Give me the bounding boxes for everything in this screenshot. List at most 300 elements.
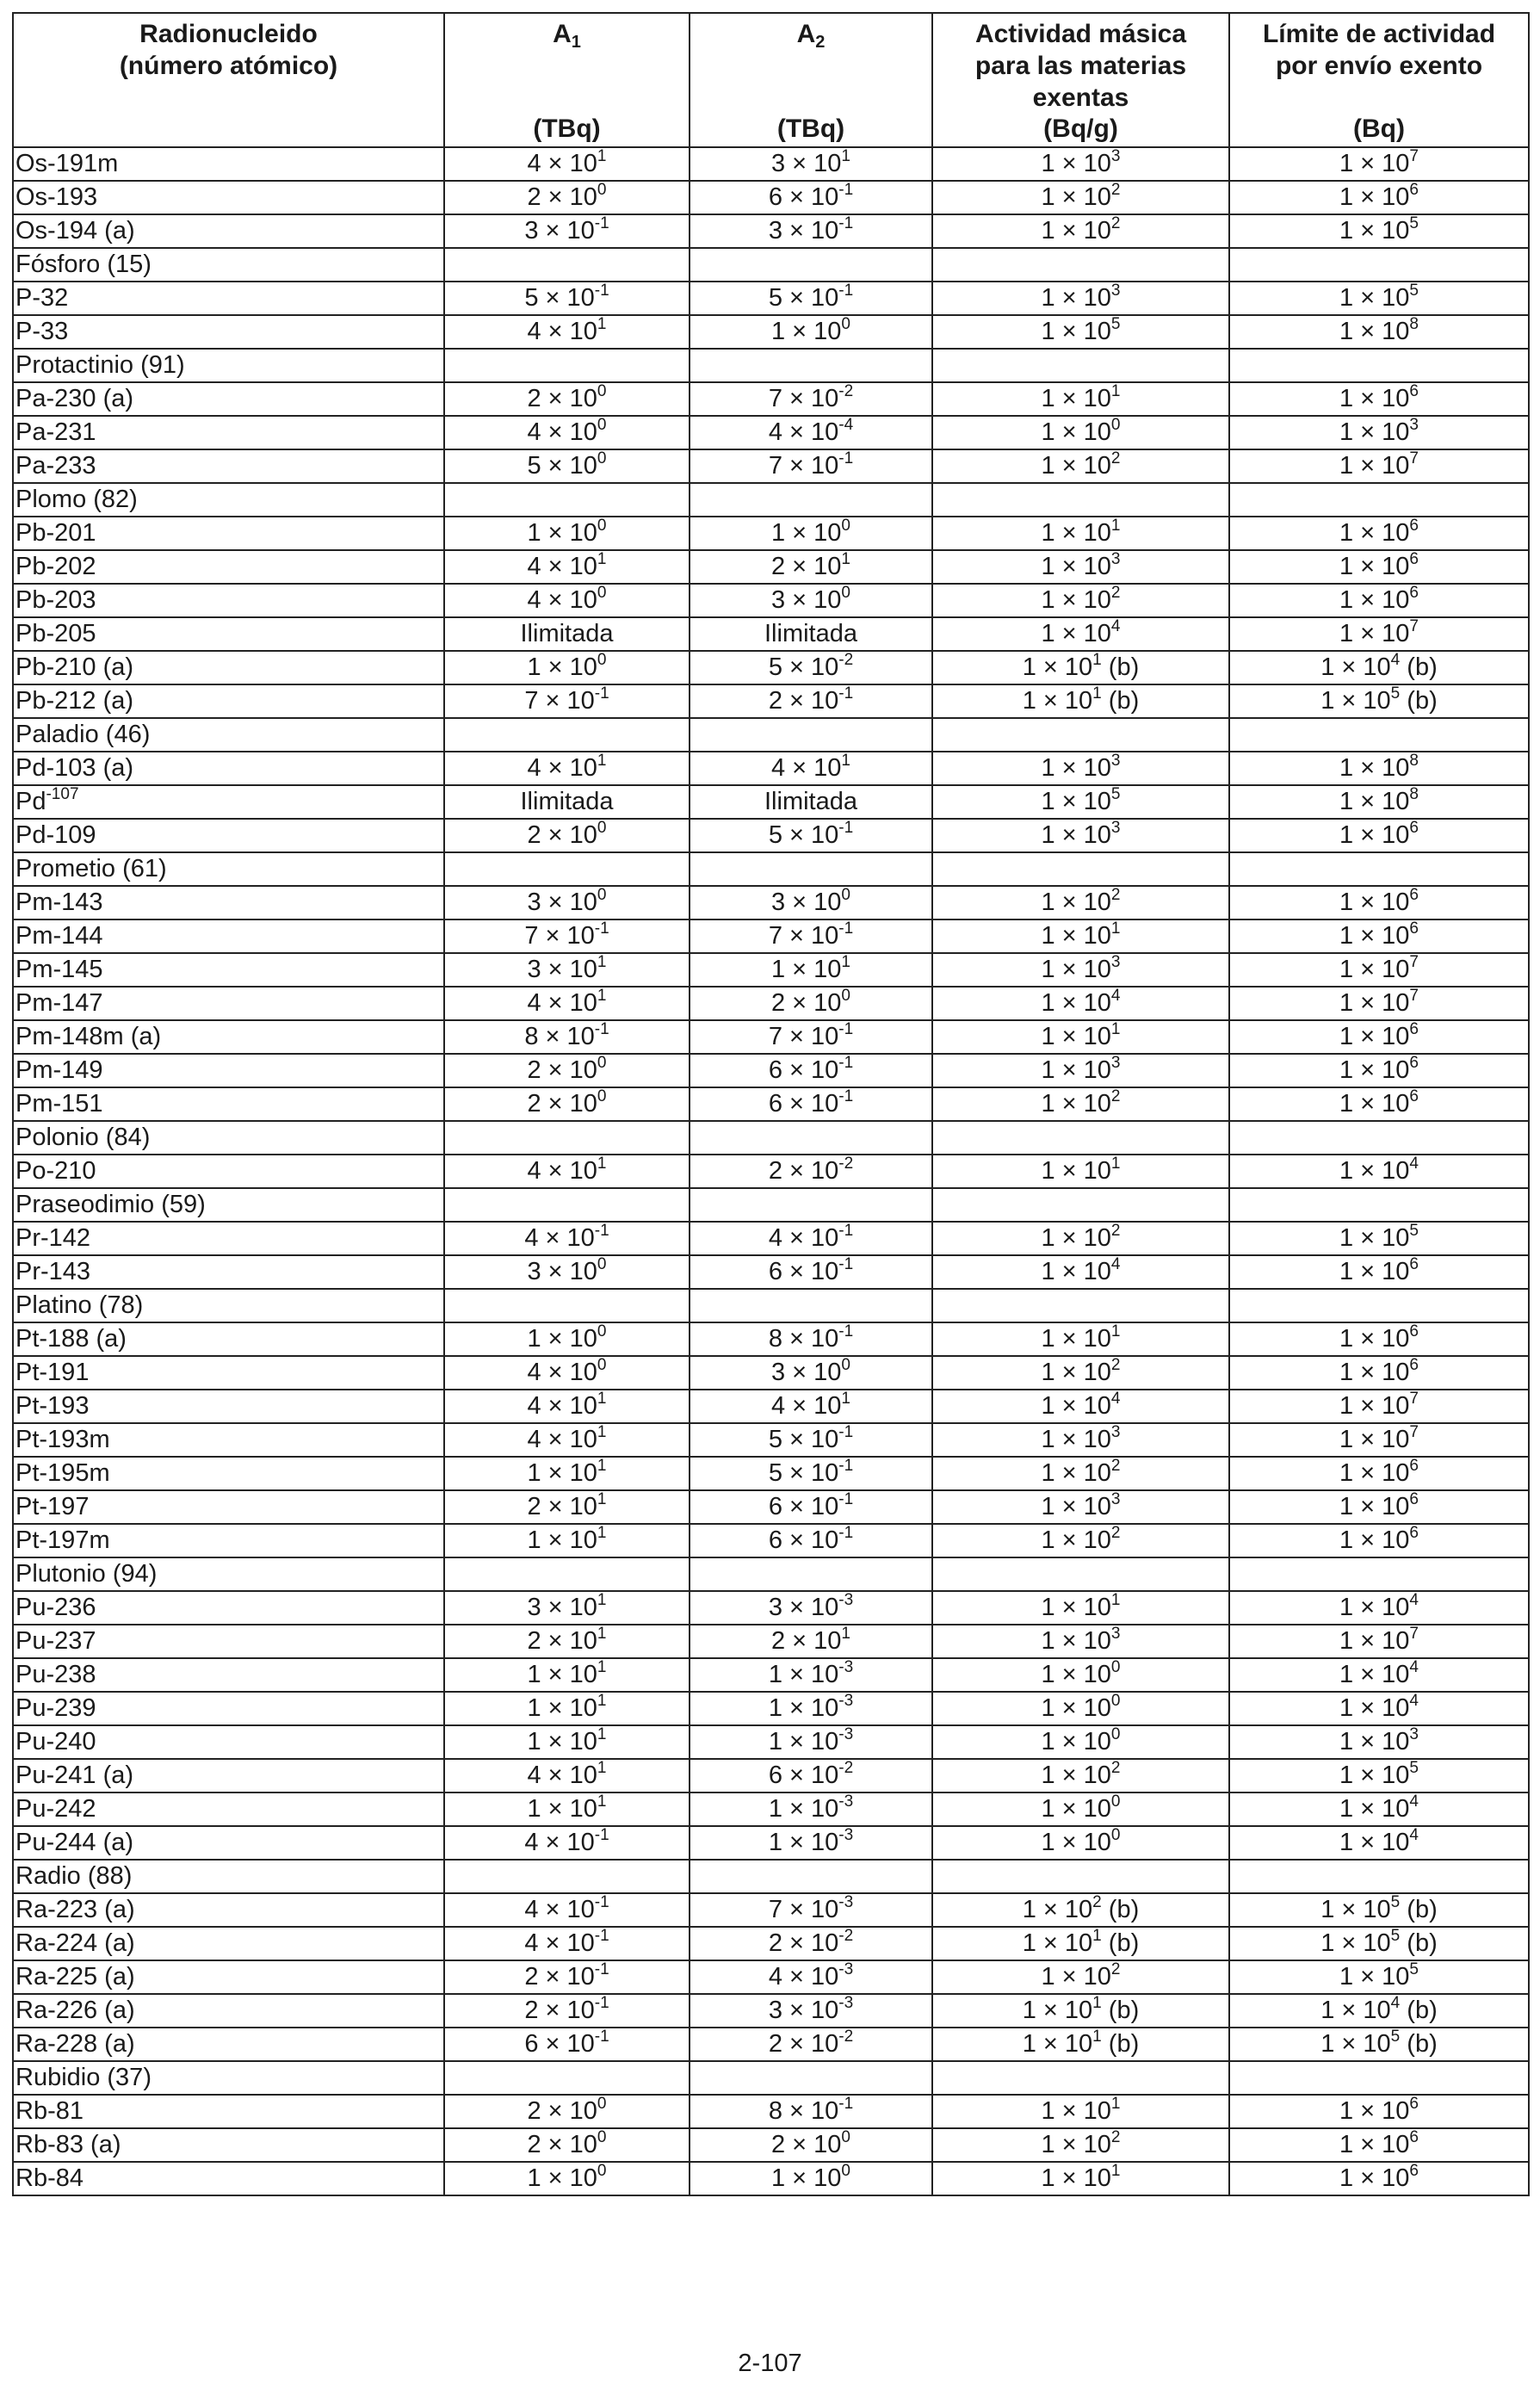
table-row: [13, 1490, 1529, 1524]
radionuclide-cell: Pa-231: [13, 416, 444, 449]
a2-cell: $6 \times 10^{-1}$: [690, 1087, 932, 1121]
header-activity-limit-unit: (Bq): [1353, 115, 1405, 143]
a2-cell: $3 \times 10^0$: [690, 1356, 932, 1390]
table-row: [13, 785, 1529, 819]
a1-cell: $4 \times 10^0$: [444, 1356, 690, 1390]
a2-cell: $3 \times 10^{-3}$: [690, 1994, 932, 2028]
a2-cell: $1 \times 10^{-3}$: [690, 1792, 932, 1826]
radionuclide-cell: Pd-109: [13, 819, 444, 852]
table-row: [13, 1423, 1529, 1457]
element-name-cell: Praseodimio (59): [13, 1188, 444, 1222]
a2-cell: $4 \times 10^{-3}$: [690, 1960, 932, 1994]
a2-cell: $1 \times 10^0$: [690, 2162, 932, 2195]
a1-cell: [444, 1860, 690, 1893]
mass-activity-cell: $1 \times 10^3$: [932, 550, 1229, 584]
table-row: [13, 1255, 1529, 1289]
a2-cell: $1 \times 10^1$: [690, 953, 932, 987]
a1-cell: $4 \times 10^1$: [444, 1390, 690, 1423]
activity-limit-cell: $1 \times 10^6$: [1229, 1356, 1529, 1390]
a2-cell: [690, 718, 932, 752]
a2-cell: [690, 2061, 932, 2095]
activity-limit-cell: $1 \times 10^6$: [1229, 819, 1529, 852]
activity-limit-cell: $1 \times 10^3$: [1229, 416, 1529, 449]
header-a2-subscript: 2: [815, 33, 826, 52]
mass-activity-cell: $1 \times 10^4$: [932, 1255, 1229, 1289]
table-row: [13, 1390, 1529, 1423]
header-activity-limit-line1: Límite de actividad: [1262, 20, 1496, 48]
mass-activity-cell: $1 \times 10^3$: [932, 819, 1229, 852]
a2-cell: [690, 1289, 932, 1322]
activity-limit-cell: $1 \times 10^7$: [1229, 1390, 1529, 1423]
a2-cell: $8 \times 10^{-1}$: [690, 2095, 932, 2128]
a2-cell: $6 \times 10^{-1}$: [690, 1255, 932, 1289]
table-row: [13, 1356, 1529, 1390]
table-row: [13, 987, 1529, 1020]
a1-cell: $1 \times 10^1$: [444, 1524, 690, 1557]
mass-activity-cell: $1 \times 10^1$: [932, 382, 1229, 416]
mass-activity-cell: $1 \times 10^3$: [932, 1054, 1229, 1087]
a2-cell: $6 \times 10^{-1}$: [690, 181, 932, 214]
a1-cell: $4 \times 10^{-1}$: [444, 1826, 690, 1860]
radionuclide-cell: Pa-233: [13, 449, 444, 483]
a1-cell: [444, 1289, 690, 1322]
mass-activity-cell: $1 \times 10^1$: [932, 1591, 1229, 1625]
table-row: [13, 1725, 1529, 1759]
a1-cell: $2 \times 10^0$: [444, 2095, 690, 2128]
mass-activity-cell: [932, 248, 1229, 282]
a2-cell: [690, 248, 932, 282]
radionuclide-cell: Rb-83 (a): [13, 2128, 444, 2162]
mass-activity-cell: $1 \times 10^1$ (b): [932, 1994, 1229, 2028]
table-row: [13, 953, 1529, 987]
activity-limit-cell: $1 \times 10^5$ (b): [1229, 2028, 1529, 2061]
a2-cell: $5 \times 10^{-1}$: [690, 1457, 932, 1490]
activity-limit-cell: $1 \times 10^4$ (b): [1229, 1994, 1529, 2028]
header-mass-activity: [932, 13, 1229, 147]
radionuclide-cell: P-33: [13, 315, 444, 349]
activity-limit-cell: $1 \times 10^4$: [1229, 1658, 1529, 1692]
radionuclide-cell: Ra-224 (a): [13, 1927, 444, 1960]
mass-activity-cell: [932, 852, 1229, 886]
mass-activity-cell: [932, 1860, 1229, 1893]
a2-cell: $4 \times 10^1$: [690, 752, 932, 785]
activity-limit-cell: [1229, 1188, 1529, 1222]
a2-cell: $7 \times 10^{-2}$: [690, 382, 932, 416]
a1-cell: $1 \times 10^1$: [444, 1792, 690, 1826]
a1-cell: [444, 483, 690, 517]
a2-cell: $3 \times 10^1$: [690, 147, 932, 181]
a2-cell: $2 \times 10^{-2}$: [690, 1927, 932, 1960]
a1-cell: $2 \times 10^{-1}$: [444, 1994, 690, 2028]
radionuclide-cell: Ra-228 (a): [13, 2028, 444, 2061]
a1-cell: Ilimitada: [444, 617, 690, 651]
radionuclide-table: [12, 12, 1530, 2196]
a2-cell: $3 \times 10^0$: [690, 584, 932, 617]
mass-activity-cell: $1 \times 10^1$ (b): [932, 651, 1229, 684]
radionuclide-cell: Pt-195m: [13, 1457, 444, 1490]
mass-activity-cell: $1 \times 10^2$: [932, 1087, 1229, 1121]
a1-cell: $4 \times 10^1$: [444, 550, 690, 584]
mass-activity-cell: $1 \times 10^2$ (b): [932, 1893, 1229, 1927]
activity-limit-cell: $1 \times 10^6$: [1229, 1524, 1529, 1557]
activity-limit-cell: $1 \times 10^7$: [1229, 987, 1529, 1020]
mass-activity-cell: $1 \times 10^3$: [932, 147, 1229, 181]
element-group-row: [13, 1188, 1529, 1222]
element-group-row: [13, 1860, 1529, 1893]
a1-cell: $2 \times 10^0$: [444, 1054, 690, 1087]
radionuclide-cell: Os-194 (a): [13, 214, 444, 248]
table-row: [13, 1087, 1529, 1121]
table-row: [13, 886, 1529, 919]
a2-cell: $1 \times 10^{-3}$: [690, 1826, 932, 1860]
radionuclide-cell: Pb-202: [13, 550, 444, 584]
a2-cell: $4 \times 10^{-1}$: [690, 1222, 932, 1255]
header-a2-unit: (TBq): [776, 115, 845, 143]
table-body: [13, 147, 1529, 2195]
table-row: [13, 1625, 1529, 1658]
a2-cell: $3 \times 10^0$: [690, 886, 932, 919]
radionuclide-cell: Pm-143: [13, 886, 444, 919]
table-row: [13, 2128, 1529, 2162]
mass-activity-cell: $1 \times 10^0$: [932, 1792, 1229, 1826]
header-activity-limit: [1229, 13, 1529, 147]
radionuclide-cell: Pt-188 (a): [13, 1322, 444, 1356]
a1-cell: $2 \times 10^{-1}$: [444, 1960, 690, 1994]
table-row: [13, 1692, 1529, 1725]
element-group-row: [13, 1121, 1529, 1155]
table-row: [13, 1155, 1529, 1188]
a1-cell: [444, 2061, 690, 2095]
radionuclide-cell: Pu-239: [13, 1692, 444, 1725]
a1-cell: [444, 1557, 690, 1591]
activity-limit-cell: [1229, 718, 1529, 752]
activity-limit-cell: $1 \times 10^5$ (b): [1229, 1893, 1529, 1927]
activity-limit-cell: $1 \times 10^4$: [1229, 1826, 1529, 1860]
a1-cell: $3 \times 10^1$: [444, 953, 690, 987]
mass-activity-cell: $1 \times 10^2$: [932, 214, 1229, 248]
activity-limit-cell: $1 \times 10^6$: [1229, 2095, 1529, 2128]
activity-limit-cell: [1229, 852, 1529, 886]
table-row: [13, 1054, 1529, 1087]
activity-limit-cell: [1229, 1557, 1529, 1591]
a1-cell: [444, 1121, 690, 1155]
a1-cell: $1 \times 10^0$: [444, 1322, 690, 1356]
element-name-cell: Rubidio (37): [13, 2061, 444, 2095]
radionuclide-cell: Rb-81: [13, 2095, 444, 2128]
activity-limit-cell: $1 \times 10^7$: [1229, 147, 1529, 181]
mass-activity-cell: $1 \times 10^4$: [932, 617, 1229, 651]
a2-cell: $6 \times 10^{-1}$: [690, 1490, 932, 1524]
element-name-cell: Protactinio (91): [13, 349, 444, 382]
mass-activity-cell: $1 \times 10^2$: [932, 584, 1229, 617]
a1-cell: $2 \times 10^0$: [444, 382, 690, 416]
table-row: [13, 1524, 1529, 1557]
table-row: [13, 651, 1529, 684]
a2-cell: [690, 852, 932, 886]
mass-activity-cell: $1 \times 10^3$: [932, 1625, 1229, 1658]
radionuclide-cell: Os-191m: [13, 147, 444, 181]
element-name-cell: Fósforo (15): [13, 248, 444, 282]
mass-activity-cell: $1 \times 10^1$: [932, 1322, 1229, 1356]
a2-cell: $1 \times 10^{-3}$: [690, 1692, 932, 1725]
a1-cell: $4 \times 10^1$: [444, 147, 690, 181]
mass-activity-cell: $1 \times 10^3$: [932, 282, 1229, 315]
mass-activity-cell: $1 \times 10^1$: [932, 919, 1229, 953]
radionuclide-cell: Pb-212 (a): [13, 684, 444, 718]
mass-activity-cell: $1 \times 10^4$: [932, 987, 1229, 1020]
radionuclide-cell: Pu-240: [13, 1725, 444, 1759]
header-a2: [690, 13, 932, 147]
page-number: 2-107: [738, 2350, 802, 2377]
element-name-cell: Polonio (84): [13, 1121, 444, 1155]
a2-cell: $6 \times 10^{-2}$: [690, 1759, 932, 1792]
a1-cell: $1 \times 10^0$: [444, 2162, 690, 2195]
mass-activity-cell: [932, 2061, 1229, 2095]
radionuclide-cell: Pu-241 (a): [13, 1759, 444, 1792]
header-a2-label: A: [796, 20, 816, 48]
a2-cell: $1 \times 10^0$: [690, 315, 932, 349]
activity-limit-cell: $1 \times 10^5$ (b): [1229, 1927, 1529, 1960]
header-activity-limit-line2: por envío exento: [1275, 52, 1483, 80]
header-mass-activity-line3: exentas: [1032, 84, 1129, 112]
table-row: [13, 282, 1529, 315]
a2-cell: $7 \times 10^{-1}$: [690, 449, 932, 483]
radionuclide-cell: Pr-143: [13, 1255, 444, 1289]
radionuclide-cell: Pm-149: [13, 1054, 444, 1087]
a2-cell: $5 \times 10^{-1}$: [690, 282, 932, 315]
a1-cell: $5 \times 10^{-1}$: [444, 282, 690, 315]
header-mass-activity-unit: (Bq/g): [1043, 115, 1118, 143]
mass-activity-cell: $1 \times 10^1$ (b): [932, 684, 1229, 718]
activity-limit-cell: $1 \times 10^8$: [1229, 315, 1529, 349]
mass-activity-cell: $1 \times 10^5$: [932, 785, 1229, 819]
table-row: [13, 1994, 1529, 2028]
a1-cell: $2 \times 10^0$: [444, 819, 690, 852]
radionuclide-cell: P-32: [13, 282, 444, 315]
a2-cell: [690, 1860, 932, 1893]
activity-limit-cell: $1 \times 10^5$: [1229, 1960, 1529, 1994]
a2-cell: $2 \times 10^{-2}$: [690, 2028, 932, 2061]
mass-activity-cell: [932, 718, 1229, 752]
radionuclide-cell: Pt-193: [13, 1390, 444, 1423]
activity-limit-cell: [1229, 483, 1529, 517]
table-row: [13, 1020, 1529, 1054]
table-row: [13, 617, 1529, 651]
mass-activity-cell: $1 \times 10^3$: [932, 953, 1229, 987]
mass-activity-cell: $1 \times 10^2$: [932, 1356, 1229, 1390]
a2-cell: $4 \times 10^1$: [690, 1390, 932, 1423]
a2-cell: Ilimitada: [690, 617, 932, 651]
a2-cell: $1 \times 10^{-3}$: [690, 1725, 932, 1759]
mass-activity-cell: $1 \times 10^2$: [932, 1759, 1229, 1792]
element-name-cell: Radio (88): [13, 1860, 444, 1893]
a2-cell: $1 \times 10^{-3}$: [690, 1658, 932, 1692]
header-radionuclide-line2: (número atómico): [119, 52, 338, 80]
a2-cell: $6 \times 10^{-1}$: [690, 1524, 932, 1557]
a1-cell: $4 \times 10^{-1}$: [444, 1927, 690, 1960]
a2-cell: [690, 483, 932, 517]
radionuclide-cell: Pb-203: [13, 584, 444, 617]
activity-limit-cell: $1 \times 10^8$: [1229, 785, 1529, 819]
a2-cell: $8 \times 10^{-1}$: [690, 1322, 932, 1356]
radionuclide-cell: Pb-205: [13, 617, 444, 651]
element-name-cell: Paladio (46): [13, 718, 444, 752]
a2-cell: [690, 1121, 932, 1155]
activity-limit-cell: $1 \times 10^7$: [1229, 449, 1529, 483]
a2-cell: [690, 1188, 932, 1222]
header-mass-activity-line2: para las materias: [974, 52, 1187, 80]
element-group-row: [13, 483, 1529, 517]
radionuclide-cell: Pm-148m (a): [13, 1020, 444, 1054]
radionuclide-cell: Pu-242: [13, 1792, 444, 1826]
activity-limit-cell: $1 \times 10^6$: [1229, 2128, 1529, 2162]
header-radionuclide-line1: Radionucleido: [139, 20, 318, 48]
table-row: [13, 1591, 1529, 1625]
mass-activity-cell: $1 \times 10^1$: [932, 2162, 1229, 2195]
mass-activity-cell: $1 \times 10^2$: [932, 181, 1229, 214]
a1-cell: $4 \times 10^1$: [444, 1759, 690, 1792]
activity-limit-cell: [1229, 1289, 1529, 1322]
activity-limit-cell: $1 \times 10^6$: [1229, 1020, 1529, 1054]
mass-activity-cell: $1 \times 10^0$: [932, 1725, 1229, 1759]
a1-cell: $4 \times 10^1$: [444, 987, 690, 1020]
radionuclide-cell: Ra-225 (a): [13, 1960, 444, 1994]
mass-activity-cell: [932, 1557, 1229, 1591]
header-mass-activity-line1: Actividad másica: [974, 20, 1187, 48]
a1-cell: $3 \times 10^1$: [444, 1591, 690, 1625]
a1-cell: $1 \times 10^0$: [444, 651, 690, 684]
mass-activity-cell: $1 \times 10^3$: [932, 1423, 1229, 1457]
mass-activity-cell: $1 \times 10^3$: [932, 752, 1229, 785]
element-group-row: [13, 248, 1529, 282]
radionuclide-cell: Pr-142: [13, 1222, 444, 1255]
element-group-row: [13, 349, 1529, 382]
a2-cell: $1 \times 10^0$: [690, 517, 932, 550]
radionuclide-cell: Pu-237: [13, 1625, 444, 1658]
activity-limit-cell: [1229, 2061, 1529, 2095]
activity-limit-cell: $1 \times 10^6$: [1229, 2162, 1529, 2195]
mass-activity-cell: $1 \times 10^2$: [932, 2128, 1229, 2162]
activity-limit-cell: $1 \times 10^4$: [1229, 1692, 1529, 1725]
a1-cell: $2 \times 10^1$: [444, 1625, 690, 1658]
table-row: [13, 1893, 1529, 1927]
mass-activity-cell: $1 \times 10^1$: [932, 2095, 1229, 2128]
table-row: [13, 517, 1529, 550]
mass-activity-cell: $1 \times 10^4$: [932, 1390, 1229, 1423]
radionuclide-cell: Pm-147: [13, 987, 444, 1020]
a1-cell: $4 \times 10^{-1}$: [444, 1222, 690, 1255]
a1-cell: $3 \times 10^0$: [444, 886, 690, 919]
mass-activity-cell: $1 \times 10^3$: [932, 1490, 1229, 1524]
a2-cell: $5 \times 10^{-1}$: [690, 1423, 932, 1457]
a2-cell: $6 \times 10^{-1}$: [690, 1054, 932, 1087]
element-name-cell: Plomo (82): [13, 483, 444, 517]
a1-cell: $4 \times 10^0$: [444, 416, 690, 449]
activity-limit-cell: $1 \times 10^6$: [1229, 886, 1529, 919]
mass-activity-cell: $1 \times 10^2$: [932, 886, 1229, 919]
activity-limit-cell: $1 \times 10^5$: [1229, 1222, 1529, 1255]
element-group-row: [13, 1557, 1529, 1591]
radionuclide-cell: Pm-144: [13, 919, 444, 953]
radionuclide-cell: Pu-238: [13, 1658, 444, 1692]
element-name-cell: Prometio (61): [13, 852, 444, 886]
header-radionuclide: [13, 13, 444, 147]
a1-cell: $4 \times 10^0$: [444, 584, 690, 617]
table-row: [13, 2028, 1529, 2061]
radionuclide-cell: Pt-197m: [13, 1524, 444, 1557]
radionuclide-cell: Po-210: [13, 1155, 444, 1188]
mass-activity-cell: $1 \times 10^1$ (b): [932, 2028, 1229, 2061]
a1-cell: $1 \times 10^1$: [444, 1457, 690, 1490]
a1-cell: $4 \times 10^{-1}$: [444, 1893, 690, 1927]
mass-activity-cell: $1 \times 10^0$: [932, 416, 1229, 449]
a1-cell: [444, 852, 690, 886]
mass-activity-cell: $1 \times 10^0$: [932, 1826, 1229, 1860]
a1-cell: $7 \times 10^{-1}$: [444, 919, 690, 953]
activity-limit-cell: $1 \times 10^7$: [1229, 1625, 1529, 1658]
table-row: [13, 315, 1529, 349]
radionuclide-cell: Pd-103 (a): [13, 752, 444, 785]
mass-activity-cell: [932, 1188, 1229, 1222]
activity-limit-cell: $1 \times 10^4$: [1229, 1591, 1529, 1625]
element-name-cell: Plutonio (94): [13, 1557, 444, 1591]
activity-limit-cell: $1 \times 10^6$: [1229, 584, 1529, 617]
table-row: [13, 752, 1529, 785]
mass-activity-cell: $1 \times 10^2$: [932, 1960, 1229, 1994]
table-row: [13, 449, 1529, 483]
table-row: [13, 214, 1529, 248]
a2-cell: $4 \times 10^{-4}$: [690, 416, 932, 449]
table-row: [13, 819, 1529, 852]
a2-cell: $7 \times 10^{-1}$: [690, 1020, 932, 1054]
a2-cell: $2 \times 10^{-1}$: [690, 684, 932, 718]
table-row: [13, 1222, 1529, 1255]
activity-limit-cell: $1 \times 10^6$: [1229, 1054, 1529, 1087]
a2-cell: $2 \times 10^1$: [690, 550, 932, 584]
header-a1-subscript: 1: [571, 33, 581, 52]
mass-activity-cell: [932, 349, 1229, 382]
radionuclide-cell: Ra-226 (a): [13, 1994, 444, 2028]
table-row: [13, 1457, 1529, 1490]
radionuclide-cell: Pb-210 (a): [13, 651, 444, 684]
mass-activity-cell: $1 \times 10^0$: [932, 1692, 1229, 1725]
element-group-row: [13, 718, 1529, 752]
mass-activity-cell: $1 \times 10^5$: [932, 315, 1229, 349]
radionuclide-cell: Pa-230 (a): [13, 382, 444, 416]
activity-limit-cell: [1229, 1121, 1529, 1155]
mass-activity-cell: $1 \times 10^1$: [932, 1020, 1229, 1054]
activity-limit-cell: $1 \times 10^7$: [1229, 617, 1529, 651]
a1-cell: $8 \times 10^{-1}$: [444, 1020, 690, 1054]
activity-limit-cell: $1 \times 10^5$: [1229, 1759, 1529, 1792]
a2-cell: [690, 1557, 932, 1591]
a2-cell: $2 \times 10^{-2}$: [690, 1155, 932, 1188]
activity-limit-cell: [1229, 1860, 1529, 1893]
table-row: [13, 584, 1529, 617]
mass-activity-cell: [932, 1121, 1229, 1155]
a1-cell: $4 \times 10^1$: [444, 752, 690, 785]
activity-limit-cell: $1 \times 10^6$: [1229, 1255, 1529, 1289]
mass-activity-cell: $1 \times 10^2$: [932, 1222, 1229, 1255]
radionuclide-cell: Pt-197: [13, 1490, 444, 1524]
radionuclide-cell: Pb-201: [13, 517, 444, 550]
radionuclide-cell: Ra-223 (a): [13, 1893, 444, 1927]
a1-cell: [444, 349, 690, 382]
activity-limit-cell: $1 \times 10^4$ (b): [1229, 651, 1529, 684]
a1-cell: $4 \times 10^1$: [444, 1155, 690, 1188]
element-group-row: [13, 852, 1529, 886]
activity-limit-cell: $1 \times 10^5$ (b): [1229, 684, 1529, 718]
